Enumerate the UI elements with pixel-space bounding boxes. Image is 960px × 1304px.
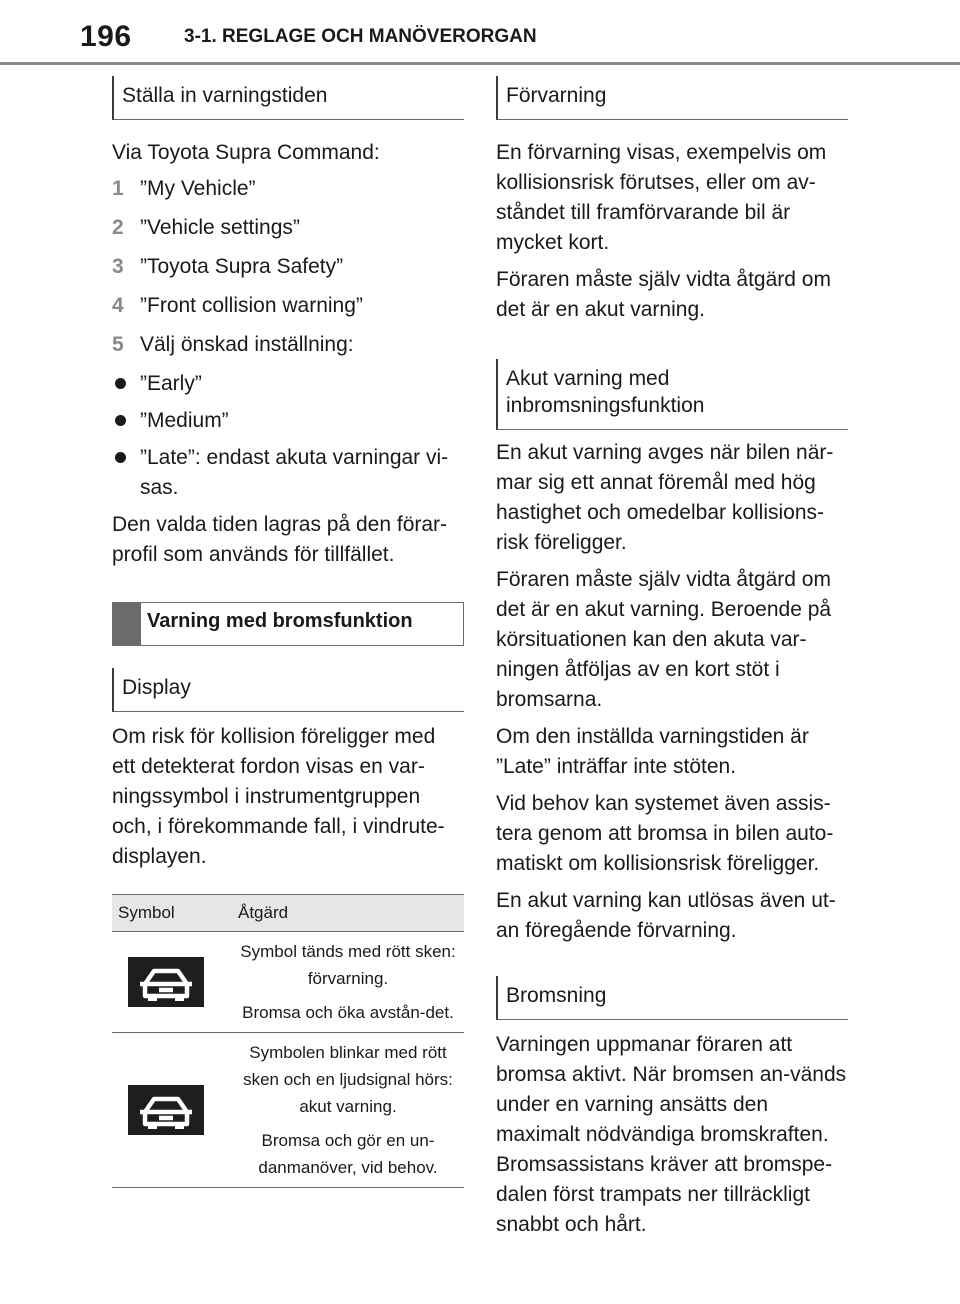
- step-number: 1: [112, 177, 124, 200]
- akut-paragraph: En akut varning avges när bilen när-mar sig ett annat föremål med hög hastighet och omedelbar kollisions-risk föreligger.: [496, 441, 834, 554]
- table-header-row: [112, 895, 464, 932]
- saved-text: Den valda tiden lagras på den förar-profil som används för tillfället.: [112, 513, 448, 566]
- action-text: Symbolen blinkar med rött sken och en ljudsignal hörs: akut varning.: [243, 1043, 453, 1116]
- bullet-early: [112, 369, 464, 399]
- heading-bar: [113, 603, 141, 645]
- step-number: 5: [112, 333, 124, 356]
- symbol-cell: [112, 932, 232, 1033]
- step-4: [112, 291, 464, 321]
- bullet-text: ”Early”: [140, 372, 202, 395]
- step-number: 4: [112, 294, 124, 317]
- action-text: Bromsa och gör en un-danmanöver, vid behov.: [258, 1131, 438, 1177]
- main-heading: [112, 602, 464, 646]
- heading-forvarning: Förvarning: [496, 76, 848, 120]
- left-column: [112, 76, 464, 1188]
- step-text: ”Vehicle settings”: [140, 216, 300, 239]
- column-header-symbol: Symbol: [112, 895, 232, 932]
- akut-paragraph: Föraren måste själv vidta åtgärd om det är en akut varning. Beroende på körsituationen kan den akuta var-ningen åtföljas av en kort stöt i bromsarna.: [496, 568, 832, 711]
- heading-akut-varning: Akut varning med inbromsningsfunktion: [496, 359, 848, 430]
- page-number: 196: [80, 20, 132, 53]
- action-text: Bromsa och öka avstån-det.: [242, 1003, 454, 1022]
- vehicle-warning-icon: [128, 957, 204, 1007]
- step-text: Välj önskad inställning:: [140, 333, 354, 356]
- step-text: ”Front collision warning”: [140, 294, 363, 317]
- bullet-text: ”Late”: endast akuta varningar vi-sas.: [140, 446, 449, 499]
- bullet-medium: [112, 406, 464, 436]
- step-5: [112, 330, 464, 360]
- bullet-text: ”Medium”: [140, 409, 229, 432]
- vehicle-warning-icon: [128, 1085, 204, 1135]
- column-header-atgard: Åtgärd: [232, 895, 464, 932]
- step-text: ”My Vehicle”: [140, 177, 256, 200]
- symbol-cell: [112, 1033, 232, 1188]
- intro-text: Via Toyota Supra Command:: [112, 141, 380, 164]
- heading-display: Display: [112, 668, 464, 712]
- heading-bromsning: Bromsning: [496, 976, 848, 1020]
- step-number: 3: [112, 255, 124, 278]
- forvarning-text-2: Föraren måste själv vidta åtgärd om det är en akut varning.: [496, 268, 831, 321]
- table-row: [112, 1033, 464, 1188]
- action-text: Symbol tänds med rött sken: förvarning.: [240, 942, 456, 988]
- bullet-late: [112, 443, 464, 503]
- table-row: [112, 932, 464, 1033]
- right-column: [496, 76, 848, 1247]
- step-text: ”Toyota Supra Safety”: [140, 255, 344, 278]
- bullet-dot: [112, 406, 140, 436]
- step-number: 2: [112, 216, 124, 239]
- step-1: [112, 174, 464, 204]
- akut-paragraph: Om den inställda varningstiden är ”Late” inträffar inte stöten.: [496, 725, 809, 778]
- bullet-dot: [112, 369, 140, 399]
- forvarning-text: En förvarning visas, exempelvis om kollisionsrisk förutses, eller om av-ståndet till framförvarande bil är mycket kort.: [496, 141, 827, 254]
- action-cell: [232, 932, 464, 1033]
- section-title: 3-1. REGLAGE OCH MANÖVERORGAN: [184, 26, 537, 47]
- bromsning-text: Varningen uppmanar föraren att bromsa aktivt. När bromsen an-vänds under en varning ansätts den maximalt nödvändiga bromskraften. Bromsassistans kräver att bromspe-dalen först trampats ner tillräckligt snabbt och hårt.: [496, 1033, 847, 1236]
- bullet-dot: [112, 443, 140, 503]
- akut-paragraph: Vid behov kan systemet även assis-tera genom att bromsa in bilen auto-matiskt om kollisionsrisk föreligger.: [496, 792, 834, 875]
- main-heading-text: Varning med bromsfunktion: [147, 610, 413, 632]
- akut-paragraph: En akut varning kan utlösas även ut-an föregående förvarning.: [496, 889, 836, 942]
- display-text: Om risk för kollision föreligger med ett detekterat fordon visas en var-ningssymbol i instrumentgruppen och, i förekommande fall, i vindrute-displayen.: [112, 725, 445, 868]
- step-3: [112, 252, 464, 282]
- heading-stalla-in-varningstiden: Ställa in varningstiden: [112, 76, 464, 120]
- header-divider: [0, 62, 960, 65]
- symbol-table: [112, 894, 464, 1188]
- action-cell: [232, 1033, 464, 1188]
- step-2: [112, 213, 464, 243]
- page-header: [0, 0, 960, 70]
